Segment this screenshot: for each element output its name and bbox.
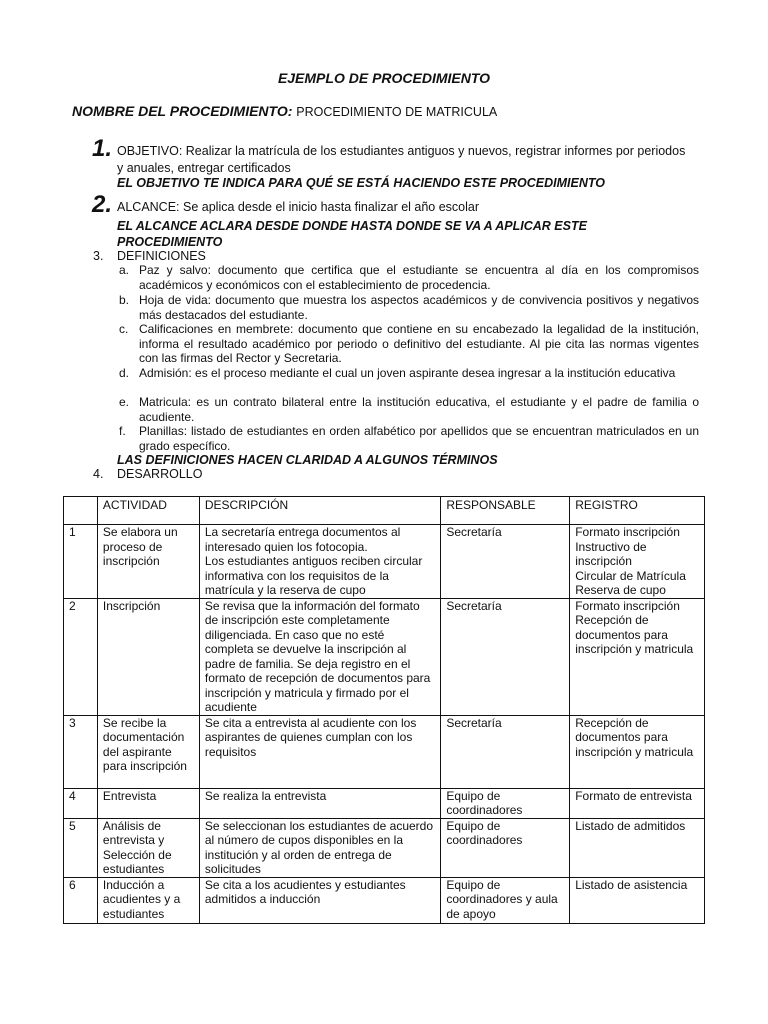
table-cell: 6 [64,877,98,923]
table-cell: 3 [64,715,98,788]
table-cell: Se realiza la entrevista [199,788,440,818]
table-header-row [64,497,705,525]
section-number-desarrollo: 4. [93,467,104,481]
table-row [64,598,705,715]
column-header: REGISTRO [570,497,705,525]
table-cell: Análisis de entrevista y Selección de estudiantes [97,818,199,877]
definition-text: Hoja de vida: documento que muestra los aspectos académicos y de convivencia positivos y negativos más destacados del estudiante. [139,293,699,322]
definition-text: Paz y salvo: documento que certifica que el estudiante se encuentra al día en los compromisos académicos y económicos con el establecimiento de procedencia. [139,263,699,292]
definition-item [119,322,699,366]
table-cell: 2 [64,598,98,715]
procedure-name-label: NOMBRE DEL PROCEDIMIENTO: [72,103,293,119]
section-number-definiciones: 3. [93,249,104,263]
definition-item [119,293,699,322]
table-cell: Secretaría [441,525,570,599]
table-cell: 5 [64,818,98,877]
column-header: DESCRIPCIÓN [199,497,440,525]
definitions-list [119,263,699,453]
definiciones-heading: DEFINICIONES [117,249,206,263]
alcance-text [117,200,479,215]
table-cell: Formato inscripción Instructivo de inscripción Circular de Matrícula Reserva de cupo [570,525,705,599]
table-row [64,877,705,923]
table-row [64,788,705,818]
procedure-name-value: PROCEDIMIENTO DE MATRICULA [296,105,498,119]
definition-text: Matricula: es un contrato bilateral entre la institución educativa, el estudiante y el padre de familia o acudiente. [139,395,699,424]
table-cell: Equipo de coordinadores [441,818,570,877]
definition-letter: b. [119,293,130,307]
objetivo-line1: Realizar la matrícula de los estudiantes antiguos y nuevos, registrar informes por periodos [185,144,686,158]
table-cell: Secretaría [441,598,570,715]
column-header: ACTIVIDAD [97,497,199,525]
definition-item [119,263,699,293]
definition-text: Calificaciones en membrete: documento que contiene en su encabezado la legalidad de la institución, informa el resultado académico por periodo o definitivo del estudiante. Al pie cita las normas vigentes con las firmas del Rector y Secretaria. [139,322,699,365]
table-cell: Se revisa que la información del formato de inscripción este completamente diligenciada. En caso que no esté completa se devuelve la inscripción al padre de familia. Se deja registro en el formato de recepción de documentos para inscripción y matricula y firmado por el acudiente [199,598,440,715]
alcance-label: ALCANCE: [117,200,180,214]
definition-letter: a. [119,263,130,277]
table-row [64,818,705,877]
objetivo-text [117,144,717,159]
table-cell: Se elabora un proceso de inscripción [97,525,199,599]
table-row [64,715,705,788]
definiciones-note: LAS DEFINICIONES HACEN CLARIDAD A ALGUNOS TÉRMINOS [117,453,498,467]
table-cell: La secretaría entrega documentos al interesado quien los fotocopia. Los estudiantes antiguos reciben circular informativa con los requisitos de la matrícula y la reserva de cupo [199,525,440,599]
table-cell: Entrevista [97,788,199,818]
table-cell: Se cita a los acudientes y estudiantes admitidos a inducción [199,877,440,923]
table-cell: Listado de admitidos [570,818,705,877]
table-cell: 4 [64,788,98,818]
table-cell: Formato inscripción Recepción de documentos para inscripción y matricula [570,598,705,715]
definition-item [119,366,699,395]
table-row [64,525,705,599]
definition-letter: e. [119,395,130,409]
table-cell: 1 [64,525,98,599]
column-header [64,497,98,525]
section-number-alcance: 2. [92,191,113,218]
section-number-objetivo: 1. [92,135,113,162]
definition-item [119,424,699,453]
document-title: EJEMPLO DE PROCEDIMIENTO [277,70,491,86]
table-cell: Listado de asistencia [570,877,705,923]
desarrollo-heading: DESARROLLO [117,467,203,481]
definition-letter: d. [119,366,130,380]
objetivo-label: OBJETIVO: [117,144,183,158]
definition-letter: f. [119,424,126,438]
procedure-name [72,103,497,119]
table-cell: Se cita a entrevista al acudiente con los aspirantes de quienes cumplan con los requisitos [199,715,440,788]
procedure-table [63,496,705,924]
table-cell: Secretaría [441,715,570,788]
definition-text: Admisión: es el proceso mediante el cual un joven aspirante desea ingresar a la institución educativa [139,366,676,380]
alcance-body: Se aplica desde el inicio hasta finalizar el año escolar [183,200,480,214]
table-cell: Recepción de documentos para inscripción y matricula [570,715,705,788]
objetivo-line2: y anuales, entregar certificados [117,161,291,175]
table-cell: Inducción a acudientes y a estudiantes [97,877,199,923]
alcance-note-line1: EL ALCANCE ACLARA DESDE DONDE HASTA DONDE SE VA A APLICAR ESTE [117,219,587,233]
table-cell: Formato de entrevista [570,788,705,818]
column-header: RESPONSABLE [441,497,570,525]
definition-text: Planillas: listado de estudiantes en orden alfabético por apellidos que se encuentran matriculados en un grado específico. [139,424,699,453]
definition-item [119,395,699,424]
table-cell: Inscripción [97,598,199,715]
objetivo-note: EL OBJETIVO TE INDICA PARA QUÉ SE ESTÁ HACIENDO ESTE PROCEDIMIENTO [117,176,606,190]
table-cell: Equipo de coordinadores [441,788,570,818]
table-cell: Se seleccionan los estudiantes de acuerdo al número de cupos disponibles en la institución y al orden de entrega de solicitudes [199,818,440,877]
alcance-note-line2: PROCEDIMIENTO [117,235,223,249]
table-cell: Se recibe la documentación del aspirante para inscripción [97,715,199,788]
definition-letter: c. [119,322,129,336]
table-cell: Equipo de coordinadores y aula de apoyo [441,877,570,923]
